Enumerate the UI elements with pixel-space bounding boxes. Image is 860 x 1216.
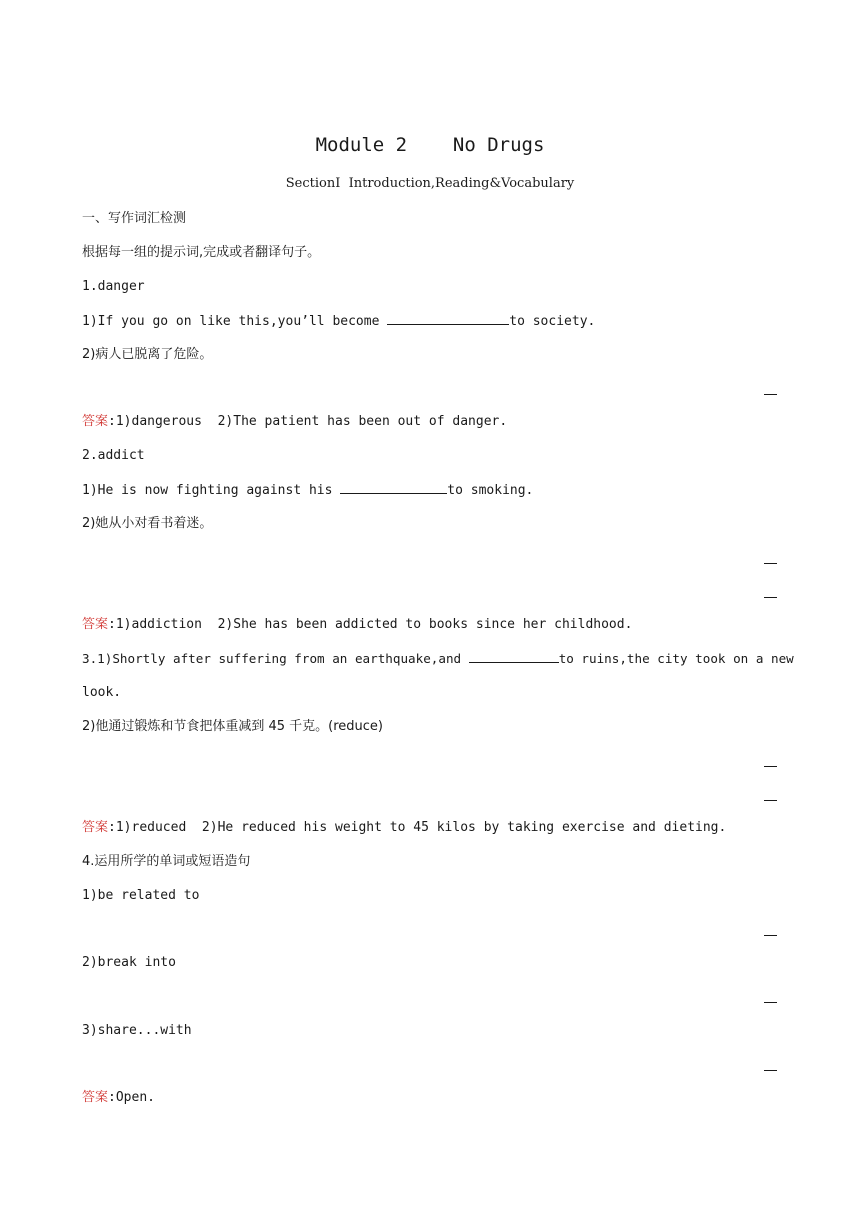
answer-line — [764, 1070, 777, 1071]
q2-blank — [340, 481, 447, 494]
answer-label: 答案 — [82, 1090, 109, 1105]
q4-answer-text: :Open. — [108, 1090, 155, 1105]
q1-sentence-1 — [82, 312, 595, 331]
q3-blank — [469, 650, 559, 663]
q1-s1-post: to society. — [509, 314, 596, 329]
q1-answer-text: :1)dangerous 2)The patient has been out of danger. — [108, 414, 508, 429]
q2-sentence-1 — [82, 481, 533, 500]
q1-blank — [387, 312, 509, 325]
q3-s1-post: to ruins,the city took on a new — [558, 651, 794, 666]
q4-prompt-2: 2)break into — [82, 955, 176, 970]
q2-s1-pre: 1)He is now fighting against his — [82, 483, 341, 498]
answer-line — [764, 766, 777, 767]
answer-line — [764, 597, 777, 598]
q4-heading: 4.运用所学的单词或短语造句 — [82, 854, 251, 869]
q2-s1-post: to smoking. — [447, 483, 534, 498]
answer-label: 答案 — [82, 414, 109, 429]
q3-answer — [82, 819, 726, 837]
section-subtitle: SectionⅠ Introduction,Reading&Vocabulary — [285, 176, 575, 191]
q1-sentence-2: 2)病人已脱离了危险。 — [82, 347, 213, 362]
q2-answer-text: :1)addiction 2)She has been addicted to books since her childhood. — [108, 617, 633, 632]
q3-sentence-1 — [82, 650, 794, 668]
answer-line — [764, 394, 777, 395]
answer-line — [764, 1002, 777, 1003]
q4-prompt-3: 3)share...with — [82, 1023, 192, 1038]
q1-word: 1.danger — [82, 279, 145, 294]
q3-sentence-2: 2)他通过锻炼和节食把体重减到 45 千克。(reduce) — [82, 719, 383, 734]
q3-answer-text: :1)reduced 2)He reduced his weight to 45 kilos by taking exercise and dieting. — [108, 820, 727, 835]
q1-s1-pre: 1)If you go on like this,you’ll become — [82, 314, 388, 329]
instruction-text: 根据每一组的提示词,完成或者翻译句子。 — [82, 245, 321, 260]
page-title: Module 2 No Drugs — [315, 134, 545, 156]
q2-word: 2.addict — [82, 448, 145, 463]
answer-line — [764, 935, 777, 936]
answer-line — [764, 800, 777, 801]
q2-answer — [82, 616, 632, 634]
q4-prompt-1: 1)be related to — [82, 888, 200, 903]
q3-s1-pre: 3.1)Shortly after suffering from an earthquake,and — [82, 651, 469, 666]
q4-answer — [82, 1089, 155, 1107]
q1-answer — [82, 413, 507, 431]
answer-label: 答案 — [82, 820, 109, 835]
answer-label: 答案 — [82, 617, 109, 632]
q2-sentence-2: 2)她从小对看书着迷。 — [82, 516, 213, 531]
answer-line — [764, 563, 777, 564]
q3-sentence-1-cont: look. — [82, 685, 122, 700]
section-heading: 一、写作词汇检测 — [82, 211, 187, 226]
